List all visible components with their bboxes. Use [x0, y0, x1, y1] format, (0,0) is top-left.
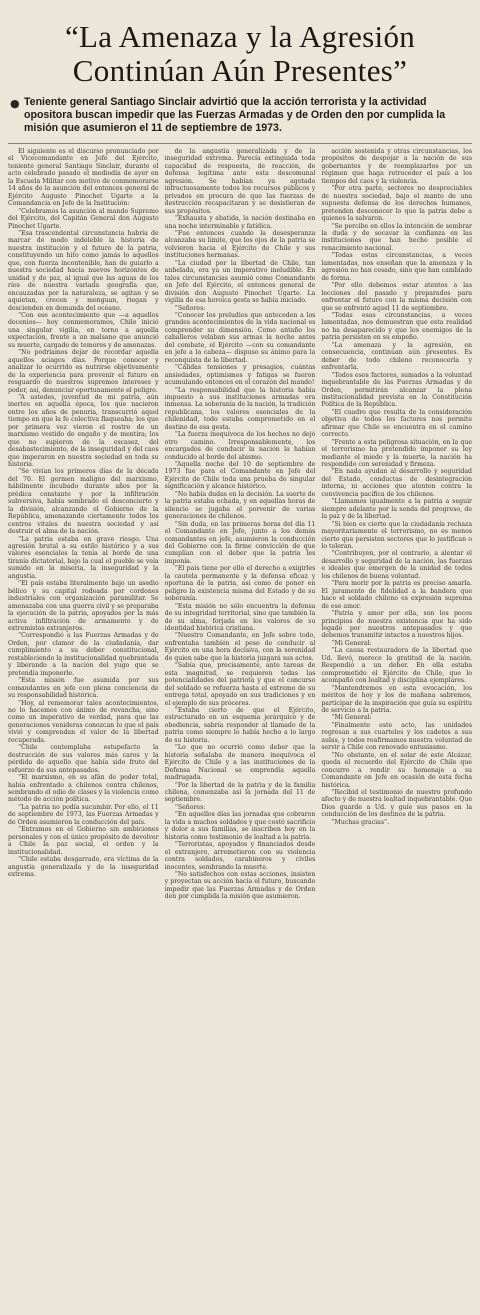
body-paragraph: “A ustedes, juventud de mi patria, aún inertes en aquella época, los que nacieron entre los años de penuria, transcurrió aquel tiempo en que la fe colectiva flaqueaba; los que por primera vez vieron el rostro de un marxismo vestido de engaño y de mentira; los que no supieron de la escasez, del desabastecimiento, de la inseguridad y del caos que imperaron en nuestra sociedad en toda su historia.	[8, 393, 159, 469]
body-paragraph: “Conocer los preludios que anteceden a los grandes acontecimientos de la vida nacional es comprender su dimensión. Como antaño los caballeros velaban sus armas la noche antes del combate, el Ejército —con su comandante en jefe a la cabeza— dispuso su ánimo para la reconquista de la libertad.	[164, 311, 316, 364]
body-paragraph: “No había dudas en la decisión. La suerte de la patria estaba echada, y en aquellas horas de silencio se jugaba el porvenir de varias generaciones de chilenos.	[164, 490, 316, 521]
body-paragraph: “Si bien es cierto que la ciudadanía rechaza mayoritariamente el terrorismo, no es menos cierto que persisten sectores que lo justifican o lo toleran.	[321, 520, 472, 551]
body-paragraph: “Lo que no ocurrió como deber que la historia señalaba de manera inequívoca el Ejército de Chile y a las instituciones de la Defensa Nacional se emprendía aquella madrugada.	[164, 744, 316, 782]
body-paragraph: “Mi General:	[331, 639, 372, 647]
body-paragraph: “Por ello debemos estar atentos a las lecciones del pasado y preparados para enfrentar el futuro con la misma decisión con que se enfrentó aquel 11 de septiembre.	[321, 282, 472, 312]
headline-line-2: Continúan Aún Presentes”	[72, 53, 408, 88]
body-paragraph: “Exhausta y abatida, la nación destinaba en una noche interminable y fatídica.	[164, 215, 316, 230]
body-paragraph: “Nuestro Comandante, en Jefe sobre todo, enfrentaba también el peso de conducir al Ejército en una hora decisiva, con la serenidad de quien sabe que la historia juzgará sus actos.	[164, 632, 316, 662]
body-paragraph: “Hoy, al rememorar tales acontecimientos, no lo hacemos con ánimo de revancha, sino como un imperativo de verdad, para que las generaciones venideras conozcan lo que el país vivió y comprendan el valor de la libertad recuperada.	[8, 699, 159, 744]
body-paragraph: “Chile contemplaba estupefacto la destrucción de sus valores más caros y la pérdida de aquello que había sido fruto del esfuerzo de sus antepasados.	[8, 744, 159, 774]
column-3	[321, 148, 472, 1310]
body-paragraph: “Muchas gracias”.	[331, 818, 390, 826]
body-paragraph: “Por otra parte, sectores no despreciables de nuestra sociedad, bajo el manto de una supuesta defensa de los derechos humanos, pretenden desconocer lo que la patria debe a quienes la salvaron.	[321, 185, 472, 223]
body-paragraph: “Chile estaba desgarrado, era víctima de la angustia generalizada y de la inseguridad extrema.	[8, 856, 159, 878]
body-paragraph: “Terroristas, apoyados y financiados desde el extranjero, arremetieron con su violencia contra soldados, carabineros y civiles inocentes, sembrando la muerte.	[164, 841, 316, 871]
body-paragraph: “La ciudad por la libertad de Chile, tan anhelada, era ya un imperativo ineludible. En tales circunstancias asumió como Comandante en Jefe del Ejército, el entonces general de división don Augusto Pinochet Ugarte. La vigilia de esa heroica gesta se había iniciado.	[164, 259, 316, 305]
body-paragraph: “No obstante, en el solar de este Alcázar, queda el recuerdo del Ejército de Chile que concurre a rendir su homenaje a su Comandante en Jefe en ocasión de esta fecha histórica.	[321, 751, 472, 789]
body-paragraph: “Cálidas tensiones y presagios, cuántas ansiedades, optimismos y fatigas se fueron acumulando entonces en el corazón del mando!	[164, 364, 316, 387]
body-paragraph: “Patria y amor por ella, son los pocos principios de nuestra existencia que ha sido legado por nuestros antepasados y que debemos transmitir intactos a nuestros hijos.	[321, 610, 472, 640]
body-paragraph: “La amenaza y la agresión, en consecuencia, continúan aún presentes. Es deber de todo chileno reconocerla y enfrentarla.	[321, 341, 472, 372]
body-paragraph: “Por la libertad de la patria y de la familia chilena, comenzaba así la jornada del 11 de septiembre.	[164, 781, 316, 804]
body-paragraph: “Llamamos igualmente a la patria a seguir siempre adelante por la senda del progreso, de la paz y de la libertad.	[321, 498, 472, 521]
lead-paragraph: Teniente general Santiago Sinclair advirtió que la acción terrorista y la actividad opositora buscan impedir que las Fuerzas Armadas y de Orden den por cumplida la misión que asumieron el 11 de septiembre de 1973.	[24, 96, 446, 134]
body-paragraph: “Mi General:	[331, 714, 372, 722]
body-paragraph: “Entramos en el Gobierno sin ambiciones personales y con el único propósito de devolver a Chile la paz social, el orden y la institucionalidad.	[8, 826, 159, 856]
body-paragraph: “No satisfechos con estas acciones, insisten y proyectan su acción hacia el futuro, buscando impedir que las Fuerzas Armadas y de Orden den por cumplida la misión que asumieron.	[164, 870, 316, 901]
body-paragraph: “Sabía que, precisamente, ante tareas de esta magnitud, se requieren todas las potencialidades del patriota y que el concurso del soldado se refuerza hasta el extremo de su entrega total, apoyado en sus tradiciones y en el ejemplo de sus próceres.	[164, 662, 316, 707]
article-body	[8, 148, 472, 1310]
body-paragraph: “Señores:	[174, 304, 206, 312]
body-paragraph: “Recibid el testimonio de nuestro profundo afecto y de nuestra lealtad inquebrantable. Que Dios guarde a Ud. y guíe sus pasos en la conducción de los destinos de la patria.	[321, 788, 472, 819]
body-paragraph: “Esa trascendental circunstancia habría de marcar de modo indeleble la historia de nuestra institución y el futuro de la patria, constituyendo un hito como jamás lo aquellos que, con fuerza incontenible, han de guiarlo a nuestra sociedad hacia nuevos horizontes de unidad y de paz, al igual que las aguas de los ríos de nuestra variada geografía que, encauzadas por la naturaleza, se agitan y se aquietan, crecen y menguan, riegan y descienden en demanda del océano.	[8, 229, 159, 312]
body-paragraph: “Todas esas circunstancias, a veces lamentadas, nos demuestran que esta realidad no ha desaparecido y que los enemigos de la patria persisten en su empeño.	[321, 311, 472, 342]
body-paragraph: “Con ese acontecimiento que —a aquellos decenios— hoy conmemoramos, Chile inició una singular vigilia, en torno a aquella expectación, frente a un malsano que anunció su muerte, cargado de temores y de amenazas.	[8, 311, 159, 349]
body-paragraph: “Para morir por la patria es preciso amarla. El juramento de fidelidad a la bandera que hace el soldado chileno es expresión suprema de ese amor.	[321, 580, 472, 610]
column-2	[165, 148, 316, 1310]
body-paragraph: “Esta misión no sólo encuentra la defensa de su integridad territorial, sino que también la de su alma, forjada en los valores de su identidad histórica cristiana.	[164, 602, 316, 632]
body-paragraph: El siguiente es el discurso pronunciado por el Vicecomandante en Jefe del Ejército, teniente general Santiago Sinclair, durante el acto celebrado pasado el mediodía de ayer en la Escuela Militar con motivo de conmemorarse 14 años de la asunción del entonces general de Ejército Augusto Pinochet Ugarte a la Comandancia en Jefe de la Institución:	[8, 148, 159, 208]
body-paragraph: “La patria estaba en grave riesgo. Una agresión brutal a su estilo histórico y a sus valores esenciales la tenía al borde de una tiranía dictatorial, bajo la cual el pueblo se veía sumido en la miseria, la inseguridad y la angustia.	[8, 535, 159, 580]
body-paragraph: “Correspondió a las Fuerzas Armadas y de Orden, por clamor de la ciudadanía, dar cumplimiento a su deber constitucional, restableciendo la institucionalidad quebrantada y liberando a la nación del yugo que se pretendía imponerle.	[8, 632, 159, 677]
bullet-icon: ●	[10, 97, 20, 110]
column-1	[8, 148, 159, 1310]
body-paragraph: acción sostenida y otras circunstancias, los propósitos de despojar a la nación de sus gobernantes y de reemplazarlos por un régimen que haga retroceder el país a los tiempos del caos y la violencia.	[321, 148, 472, 185]
body-paragraph: “El marxismo, en su afán de poder total, había enfrentado a chilenos contra chilenos, sembrando el odio de clases y la violencia como método de acción política.	[8, 774, 159, 804]
body-paragraph: “La fuerza inequívoca de los hechos no dejó otro camino. Irresponsablemente, los encargados de conducir la nación la habían conducido al borde del abismo.	[164, 431, 316, 461]
body-paragraph: “Finalmente este acto, las unidades regresan a sus cuarteles y los cadetes a sus aulas, y todos reafirmamos nuestra voluntad de servir a Chile con renovado entusiasmo.	[321, 721, 472, 752]
body-paragraph: “Todas estas circunstancias, a veces lamentadas, nos enseñan que la amenaza y la agresión no han cesado, sino que han cambiado de forma.	[321, 252, 472, 282]
body-paragraph: “Esta misión fue asumida por sus comandantes en jefe con plena conciencia de su responsabilidad histórica.	[8, 677, 159, 700]
body-paragraph: “Se vivían los primeros días de la década del 70. El germen maligno del marxismo, hábilmente incubado durante años por la prédica constante y por la infiltración subversiva, había sembrado el desconcierto y la división, alcanzando el Gobierno de la República, amenazando ciertamente todos los centros vitales de nuestra sociedad y así destruir el alma de la nación.	[8, 468, 159, 536]
headline-line-1: “La Amenaza y la Agresión	[64, 19, 416, 54]
body-paragraph: de la angustia generalizada y de la inseguridad extrema. Parecía extinguida toda capacidad de respuesta, de reacción, de defensa legítima ante esta descomunal agresión. Se habían ya agotado infructuosamente todos los recursos públicos y privados en procura de que las fuerzas de destrucción recapacitaran y se desistieran de sus propósitos.	[164, 148, 316, 215]
body-paragraph: “El país estaba literalmente bajo un asedio bélico y su capital rodeada por cordones industriales con organización paramilitar. Se amenazaba con una guerra civil y se preparaba la ejecución de la patria, apoyados por la más activa infiltración de armamento y de extremistas extranjeros.	[8, 580, 159, 632]
headline	[8, 20, 472, 88]
body-paragraph: “Celebramos la asunción al mando Supremo del Ejército, del Capitán General don Augusto Pinochet Ugarte.	[8, 207, 159, 230]
body-paragraph: “En aquellos días las jornadas que cobraron la vida a muchos soldados y que costó sacrificio y dolor a sus familias, se inscriben hoy en la historia como testimonio de lealtad a la patria.	[164, 811, 316, 841]
body-paragraph: “Frente a esta peligrosa situación, en la que el terrorismo ha pretendido imponer su ley mediante el miedo y la muerte, la nación ha respondido con serenidad y firmeza.	[321, 438, 472, 469]
body-paragraph: “Mantendremos en esta evocación, los méritos de hoy y los de mañana sabremos, participar de la inspiración que guía su espíritu de servicio a la patria.	[321, 684, 472, 714]
body-paragraph: “Sin duda, en las primeras horas del día 11 el Comandante en Jefe, junto a los demás comandantes en jefe, asumieron la conducción del Gobierno con la firme convicción de que cumplían con el deber que la patria les imponía.	[164, 520, 316, 565]
divider	[8, 143, 472, 144]
body-paragraph: “Todos esos factores, sumados a la voluntad inquebrantable de las Fuerzas Armadas y de Orden, permitirán alcanzar la plena institucionalidad prevista en la Constitución Política de la República.	[321, 371, 472, 409]
body-paragraph: “En nada ayudan al desarrollo y seguridad del Estado, conductas de desintegración interna, ni acciones que atenten contra la convivencia pacífica de los chilenos.	[321, 468, 472, 498]
body-paragraph: “Aquella noche del 10 de septiembre de 1973 fue para el Comandante en Jefe del Ejército de Chile toda una prueba de singular significación y alcance histórico.	[164, 461, 316, 491]
body-paragraph: “La patria no podía sucumbir. Por ello, el 11 de septiembre de 1973, las Fuerzas Armadas y de Orden asumieron la conducción del país.	[8, 803, 159, 826]
body-paragraph: “Se percibe en ellos la intención de sembrar la duda y de socavar la confianza en las instituciones que han hecho posible el renacimiento nacional.	[321, 222, 472, 252]
body-paragraph: “El país tiene por ello el derecho a exigirles la cautela permanente y la defensa eficaz y oportuna de la patria, así como de poner en peligro la existencia misma del Estado y de su soberanía.	[164, 565, 316, 603]
body-paragraph: “Estaba cierto de que el Ejército, estructurado en un esquema jerárquico y de obediencia, sabría responder al llamado de la patria como siempre lo había hecho a lo largo de su historia.	[164, 706, 316, 744]
body-paragraph: “Contribuyen, por el contrario, a alentar el desarrollo y seguridad de la nación, las fuerzas e ideales que emergen de la unidad de todos los chilenos de buena voluntad.	[321, 550, 472, 580]
body-paragraph: “Fue entonces cuando la desesperanza alcanzaba su límite, que los ojos de la patria se volvieron hacia el Ejército de Chile y sus instituciones hermanas.	[164, 229, 316, 260]
body-paragraph: “La responsabilidad que la historia había impuesto a sus instituciones armadas era inmensa. La soberanía de la nación, la tradición republicana, los valores esenciales de la chilenidad, todo estaba comprometido en el destino de esa gesta.	[164, 386, 316, 431]
lead-block	[10, 96, 470, 135]
body-paragraph: “La causa restauradora de la libertad que Ud. llevó, merece la gratitud de la nación. Respondió a un deber. En ella estaba comprometido el Ejército de Chile, que lo acompañó con lealtad y disciplina ejemplares.	[321, 647, 472, 685]
body-paragraph: “El cuadro que resulta de la consideración objetiva de todos los factores nos permite afirmar que Chile se encuentra en el camino correcto.	[321, 408, 472, 439]
body-paragraph: “No podríamos dejar de recordar aquella aquellos aciagos días. Porque conocer y analizar lo ocurrido es nutrirse objetivamente de la experiencia para prevenir el futuro en resguardo de nuestros supremos intereses y poder, así, denunciar oportunamente el peligro.	[8, 349, 159, 394]
body-paragraph: “Señores:	[174, 803, 206, 811]
